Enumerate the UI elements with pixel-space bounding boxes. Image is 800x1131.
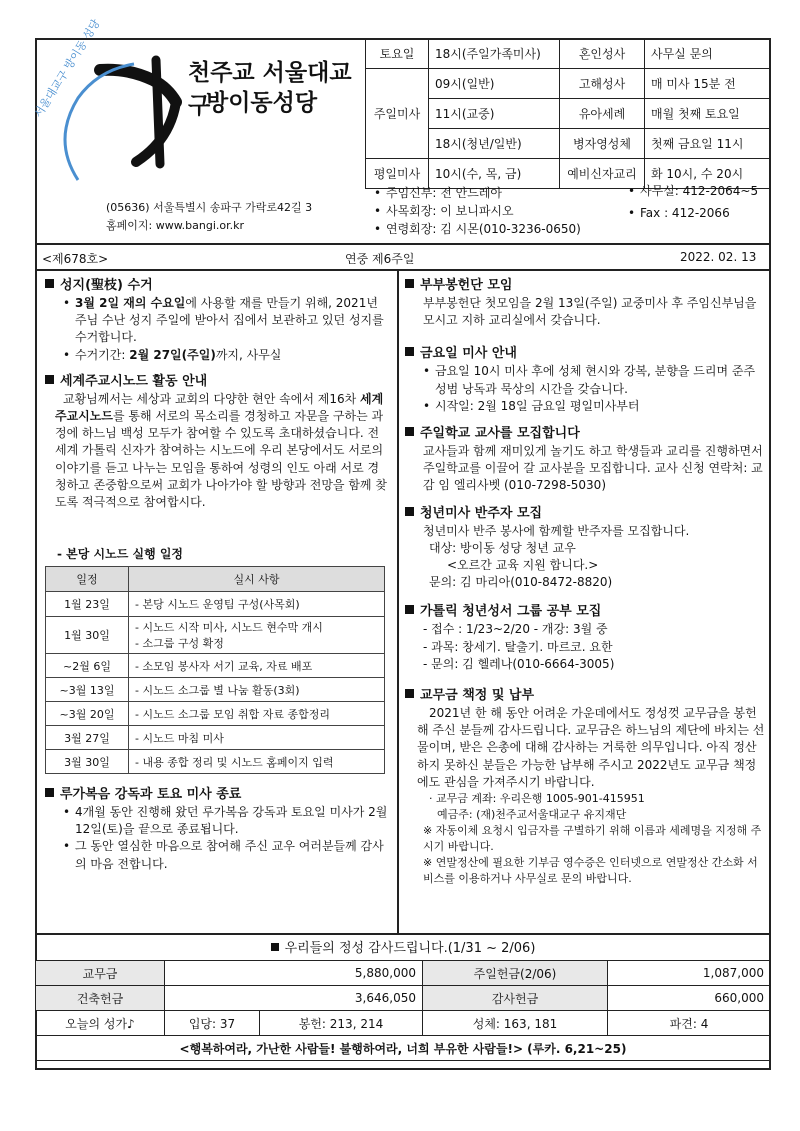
youth-line: <오르간 교육 지원 합니다.>: [447, 558, 599, 573]
bible-title: 가톨릭 청년성서 그룹 공부 모집: [420, 604, 602, 620]
bible-heading: [405, 603, 765, 621]
schedule-date: 3월 30일: [46, 750, 129, 774]
luke-bullet-2: • 그 동안 열심한 마음으로 참여해 주신 교우 여러분들께 감사의 마음 전합니다.: [61, 838, 390, 872]
table-row: [46, 678, 385, 702]
tithe-title: 교무금 책정 및 납부: [420, 688, 535, 704]
schedule-date: ~3월 13일: [46, 678, 129, 702]
thanks-amount: 660,000: [608, 986, 771, 1011]
youth-heading: [405, 505, 765, 523]
sacrament-info: 매 미사 15분 전: [645, 69, 771, 99]
hymn-label: 오늘의 성가♪: [36, 1011, 165, 1036]
couple-title: 부부봉헌단 모임: [420, 278, 513, 293]
schedule-item-line: - 소그룹 구성 확정: [135, 637, 224, 650]
square-bullet-icon: [271, 943, 279, 951]
luke-bullet-1: • 4개월 동안 진행해 왔던 루가복음 강독과 토요일 미사가 2월 12일(토)을 끝으로 종료됩니다.: [61, 804, 390, 838]
sunday-offering-amount: 1,087,000: [608, 961, 771, 986]
contacts: [372, 184, 581, 238]
sacrament-name: 유아세례: [560, 99, 645, 129]
hymn-recessional: 파견: 4: [608, 1011, 771, 1036]
gospel-verse: <행복하여라, 가난한 사람들! 불행하여라, 너희 부유한 사람들!> (루카. 6,21~25): [36, 1036, 771, 1061]
tithe-label: 교무금: [36, 961, 165, 986]
tithe-text: 2021년 한 해 동안 어려운 가운데에서도 정성껏 교무금을 봉헌해 주신 분들께 감사드립니다. 교무금은 하느님의 제단에 바치는 선물이며, 받은 은총에 대해 감사하는 거룩한 의무입니다. 아직 정산하지 못하신 분들은 가능한 납부해 주시고 2022년도 교무금 책정에도 관심을 가져주시기 바랍니다.: [417, 706, 765, 789]
thanks-label: 감사헌금: [423, 986, 608, 1011]
finance-title-row: [35, 937, 771, 956]
sunday-school-text: 교사들과 함께 재미있게 놀기도 하고 학생들과 교리를 진행하면서 주일학교를 이끌어 갈 교사분을 모집합니다. 교사 신청 연락처: 교감 임 엘리사벳 (010-7298-5030): [423, 444, 763, 493]
hymn-entrance: 입당: 37: [165, 1011, 260, 1036]
bible-line: - 접수 : 1/23~2/20 - 개강: 3월 중: [423, 622, 608, 637]
friday-bullet-1: • 금요일 10시 미사 후에 성체 현시와 강복, 분향을 드리며 준주성범 낭독과 묵상의 시간을 갖습니다.: [421, 363, 765, 397]
table-row: [46, 702, 385, 726]
sacrament-name: 병자영성체: [560, 129, 645, 159]
issue-number: <제678호>: [42, 252, 109, 266]
tithe-account: · 교무금 계좌: 우리은행 1005-901-415951: [429, 792, 645, 806]
schedule-item: - 시노드 소그룹 모임 취합 자료 종합정리: [129, 702, 385, 726]
youth-line: 대상: 방이동 성당 청년 교우: [429, 540, 576, 555]
finance-table: [35, 960, 771, 1061]
schedule-title: - 본당 시노드 실행 일정: [57, 547, 184, 561]
couple-heading: [405, 277, 765, 295]
address: (05636) 서울특별시 송파구 가락로42길 3: [106, 201, 313, 214]
ash-date: 3월 2일 재의 수요일: [75, 296, 186, 310]
office-phone: • 사무실: 412-2064~5: [626, 180, 758, 202]
pastor: • 주임신부: 전 안드레아: [372, 184, 581, 202]
schedule-item: - 소모임 봉사자 서기 교육, 자료 배포: [129, 654, 385, 678]
sacrament-name: 혼인성사: [560, 39, 645, 69]
building-label: 건축헌금: [36, 986, 165, 1011]
table-row: [46, 592, 385, 617]
council-president: • 사목회장: 이 보니파시오: [372, 202, 581, 220]
synod-schedule-table: [45, 566, 385, 774]
table-row: [46, 750, 385, 774]
schedule-date: ~3월 20일: [46, 702, 129, 726]
youth-line: 청년미사 반주 봉사에 함께할 반주자를 모집합니다.: [423, 523, 690, 538]
sacrament-info: 첫째 금요일 11시: [645, 129, 771, 159]
sunday-label: 주일미사: [366, 69, 429, 159]
ash-bullet-2: [61, 347, 390, 364]
sacrament-name: 예비신자교리: [560, 159, 645, 189]
schedule-item: - 본당 시노드 운영팀 구성(사목회): [129, 592, 385, 617]
synod-bold: 세계주교시노드: [55, 391, 384, 424]
schedule-item-line: - 시노드 시작 미사, 시노드 현수막 개시: [135, 621, 323, 634]
synod-title: 세계주교시노드 활동 안내: [60, 373, 208, 389]
synod-text-b: 를 통해 서로의 목소리를 경청하고 자문을 구하는 과정에 하느님 백성 모두가 참여할 수 있도록 초대하셨습니다. 전세계 가톨릭 신자가 참여하는 시노드에 우리 본당에서도 서로의 이야기를 듣고 나누는 모임을 통하여 성령의 인도 아래 서로 경청하고 존중함으로써 교회가 나아가야 할 방향과 전망을 함께 찾도록 적극적으로 참여합시다.: [55, 409, 387, 510]
building-amount: 3,646,050: [165, 986, 423, 1011]
friday-bullet-2: • 시작일: 2월 18일 금요일 평일미사부터: [421, 398, 765, 415]
schedule-head-items: 실시 사항: [129, 567, 385, 592]
hymn-communion: 성체: 163, 181: [423, 1011, 608, 1036]
table-row: [46, 617, 385, 654]
district-president: • 연령회장: 김 시몬(010-3236-0650): [372, 220, 581, 238]
sacrament-name: 고해성사: [560, 69, 645, 99]
friday-title: 금요일 미사 안내: [420, 346, 517, 362]
left-column: [45, 277, 390, 561]
sunday-school-title: 주일학교 교사를 모집합니다: [420, 426, 580, 442]
tithe-note: ※ 연말정산에 필요한 기부금 영수증은 인터넷으로 연말정산 간소화 서비스를 이용하거나 사무실로 문의 바랍니다.: [423, 856, 758, 886]
friday-heading: [405, 345, 765, 363]
office-contacts: [626, 180, 758, 224]
luke-title: 루가복음 강독과 토요 미사 종료: [60, 787, 242, 802]
issue-date: 2022. 02. 13: [680, 250, 757, 264]
synod-heading: [45, 373, 390, 391]
tithe-holder: 예금주: (재)천주교서울대교구 유지재단: [437, 808, 627, 822]
right-column: [405, 277, 765, 887]
weekday-label: 평일미사: [366, 159, 429, 189]
sacrament-info: 화 10시, 수 20시: [645, 159, 771, 189]
saturday-label: 토요일: [366, 39, 429, 69]
fax: • Fax : 412-2066: [626, 202, 758, 224]
parish-name-line1: 천주교 서울대교구: [188, 60, 352, 119]
tithe-heading: [405, 687, 765, 705]
schedule-item: - 시노드 마침 미사: [129, 726, 385, 750]
seal-text: 서울대교구 방이동 성당: [31, 17, 103, 120]
youth-line: 문의: 김 마리아(010-8472-8820): [429, 575, 613, 590]
sunday-time: 09시(일반): [429, 69, 560, 99]
sunday-offering-label: 주일헌금(2/06): [423, 961, 608, 986]
ash-bullet-1: [61, 295, 390, 347]
parish-logo: [31, 17, 358, 190]
schedule-date: 1월 23일: [46, 592, 129, 617]
schedule-date: 3월 27일: [46, 726, 129, 750]
table-row: [46, 726, 385, 750]
ash-period-date: 2월 27일(주일): [129, 347, 216, 362]
schedule-date: 1월 30일: [46, 617, 129, 654]
schedule-head-date: 일정: [46, 567, 129, 592]
sacrament-info: 사무실 문의: [645, 39, 771, 69]
luke-heading: [45, 786, 390, 804]
synod-text-a: 교황님께서는 세상과 교회의 다양한 현안 속에서 제16차: [63, 391, 360, 406]
ash-text: 에 사용할 재를 만들기 위해, 2021년 주님 수난 성지 주일에 받아서 집에서 보관하고 있던 성지를 수거합니다.: [75, 296, 384, 345]
schedule-item: - 시노드 소그룹 별 나눔 활동(3회): [129, 678, 385, 702]
saturday-time: 18시(주일가족미사): [429, 39, 560, 69]
sunday-time: 18시(청년/일반): [429, 129, 560, 159]
youth-title: 청년미사 반주자 모집: [420, 505, 543, 521]
luke-section: [45, 786, 390, 873]
sunday-school-heading: [405, 425, 765, 443]
ash-heading: [45, 277, 390, 295]
schedule-item: [129, 617, 385, 654]
ash-title: 성지(聖枝) 수거: [60, 278, 153, 293]
schedule-item: - 내용 종합 정리 및 시노드 홈페이지 입력: [129, 750, 385, 774]
table-row: [46, 654, 385, 678]
bible-line: - 문의: 김 헬레나(010-6664-3005): [423, 656, 615, 671]
homepage-link[interactable]: 홈페이지: www.bangi.or.kr: [106, 219, 245, 232]
sunday-time: 11시(교중): [429, 99, 560, 129]
ash-period-label: 수거기간:: [75, 347, 130, 362]
weekday-time: 10시(수, 목, 금): [429, 159, 560, 189]
bible-line: - 과목: 창세기. 탈출기. 마르코. 요한: [423, 639, 613, 654]
synod-text: [45, 391, 390, 529]
parish-name-line2: 방이동성당: [206, 90, 318, 116]
finance-title: 우리들의 정성 감사드립니다.(1/31 ~ 2/06): [284, 941, 536, 956]
hymn-offertory: 봉헌: 213, 214: [260, 1011, 423, 1036]
sacrament-info: 매월 첫째 토요일: [645, 99, 771, 129]
ash-period-place: 까지, 사무실: [215, 347, 282, 362]
schedule-date: ~2월 6일: [46, 654, 129, 678]
liturgical-week: 연중 제6주일: [345, 252, 415, 266]
couple-text: 부부봉헌단 첫모임을 2월 13일(주일) 교중미사 후 주임신부님을 모시고 지하 교리실에서 갖습니다.: [423, 296, 757, 328]
mass-schedule-table: [365, 38, 771, 189]
tithe-amount: 5,880,000: [165, 961, 423, 986]
tithe-note: ※ 자동이체 요청시 입금자를 구별하기 위해 이름과 세례명을 지정해 주시기 바랍니다.: [423, 824, 762, 854]
